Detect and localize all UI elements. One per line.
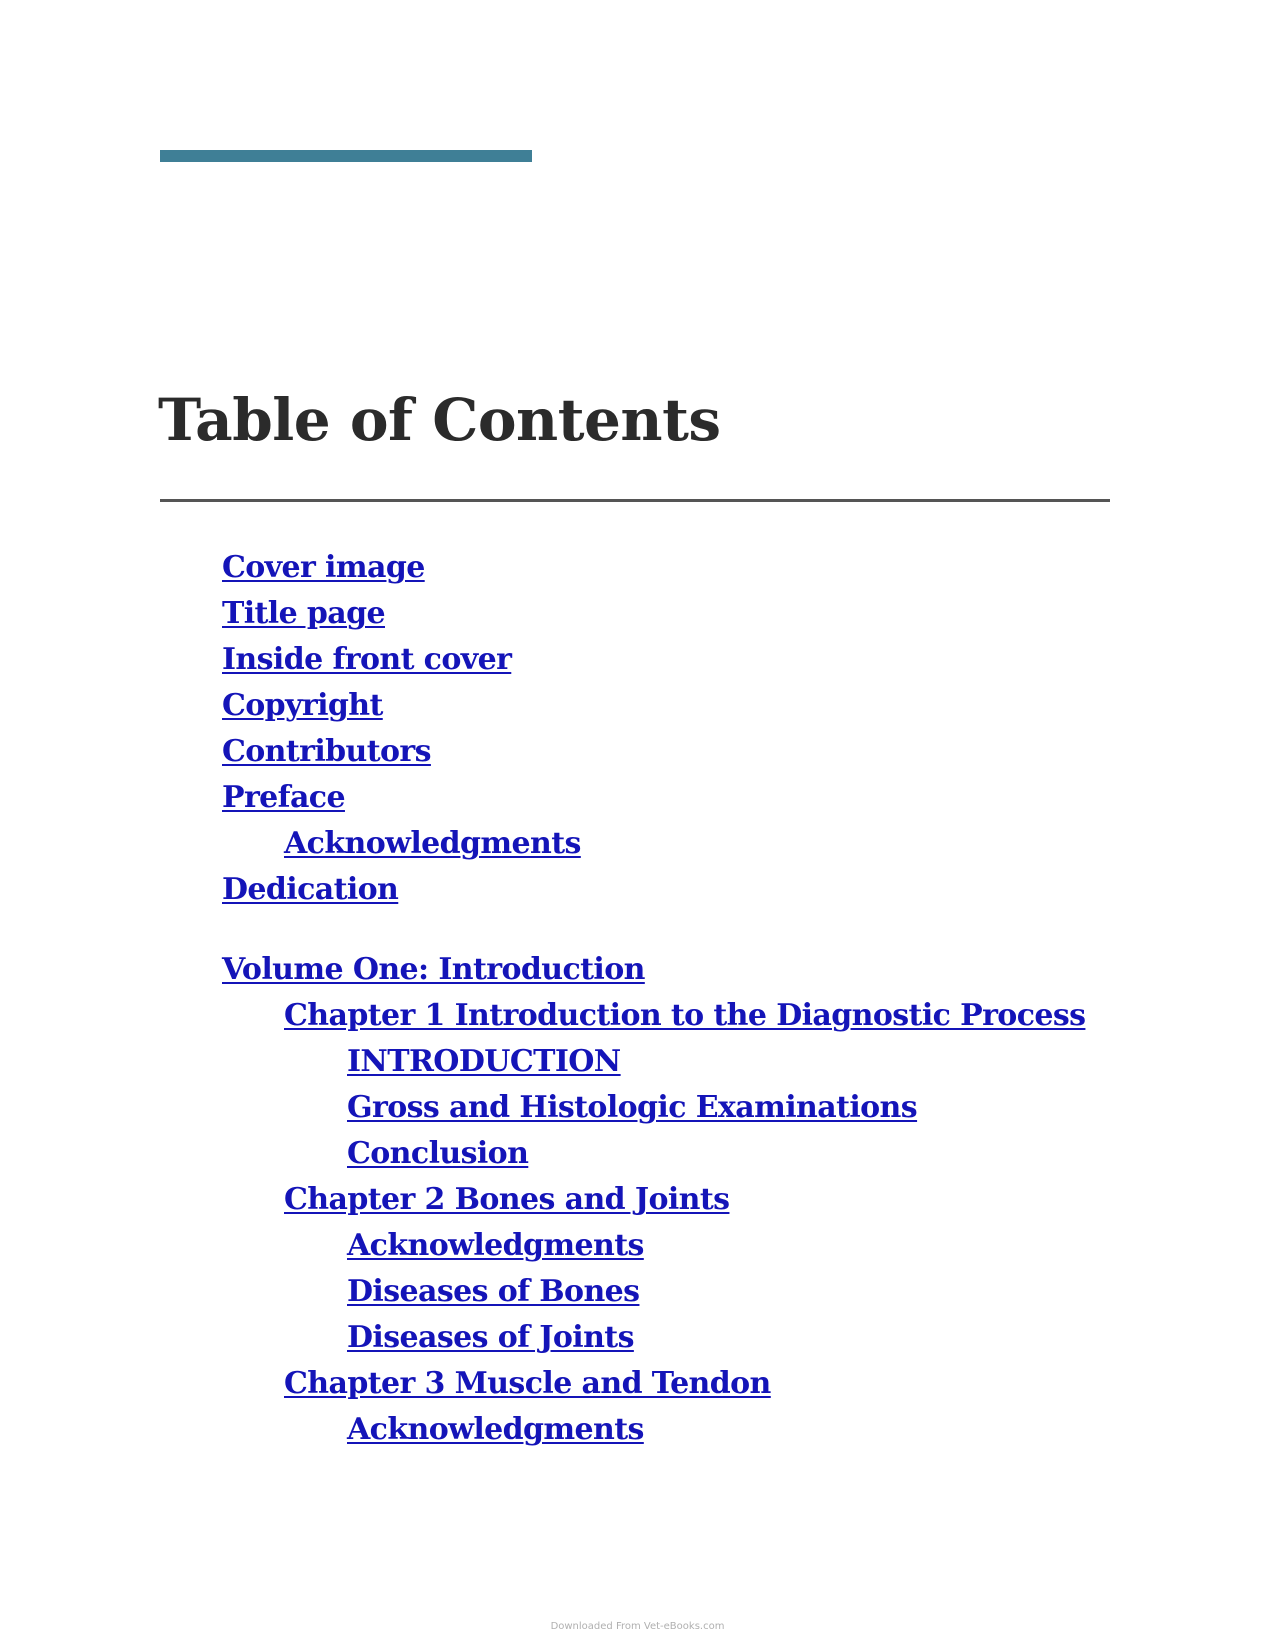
toc-link-copyright[interactable]: Copyright bbox=[222, 688, 383, 723]
toc-link-chapter-3[interactable]: Chapter 3 Muscle and Tendon bbox=[284, 1366, 771, 1401]
toc-link-title-page[interactable]: Title page bbox=[222, 596, 385, 631]
toc-link-gross-histologic[interactable]: Gross and Histologic Examinations bbox=[347, 1090, 918, 1125]
toc-link-dedication[interactable]: Dedication bbox=[222, 872, 399, 907]
toc-link-conclusion[interactable]: Conclusion bbox=[347, 1136, 529, 1171]
toc-link-ch3-acknowledgments[interactable]: Acknowledgments bbox=[347, 1412, 644, 1447]
toc-link-chapter-2[interactable]: Chapter 2 Bones and Joints bbox=[284, 1182, 730, 1217]
toc-link-ch2-acknowledgments[interactable]: Acknowledgments bbox=[347, 1228, 644, 1263]
toc-link-volume-one[interactable]: Volume One: Introduction bbox=[222, 952, 645, 987]
toc-link-diseases-of-bones[interactable]: Diseases of Bones bbox=[347, 1274, 640, 1309]
toc-link-inside-front-cover[interactable]: Inside front cover bbox=[222, 642, 512, 677]
toc-link-diseases-of-joints[interactable]: Diseases of Joints bbox=[347, 1320, 634, 1355]
toc-link-cover-image[interactable]: Cover image bbox=[222, 550, 425, 585]
toc-link-preface-acknowledgments[interactable]: Acknowledgments bbox=[284, 826, 581, 861]
page-title: Table of Contents bbox=[158, 386, 721, 454]
toc-link-preface[interactable]: Preface bbox=[222, 780, 345, 815]
toc-link-contributors[interactable]: Contributors bbox=[222, 734, 431, 769]
footer-watermark: Downloaded From Vet-eBooks.com bbox=[550, 1621, 725, 1632]
toc-link-introduction[interactable]: INTRODUCTION bbox=[347, 1044, 621, 1079]
toc-link-chapter-1[interactable]: Chapter 1 Introduction to the Diagnostic Process bbox=[284, 998, 1086, 1033]
